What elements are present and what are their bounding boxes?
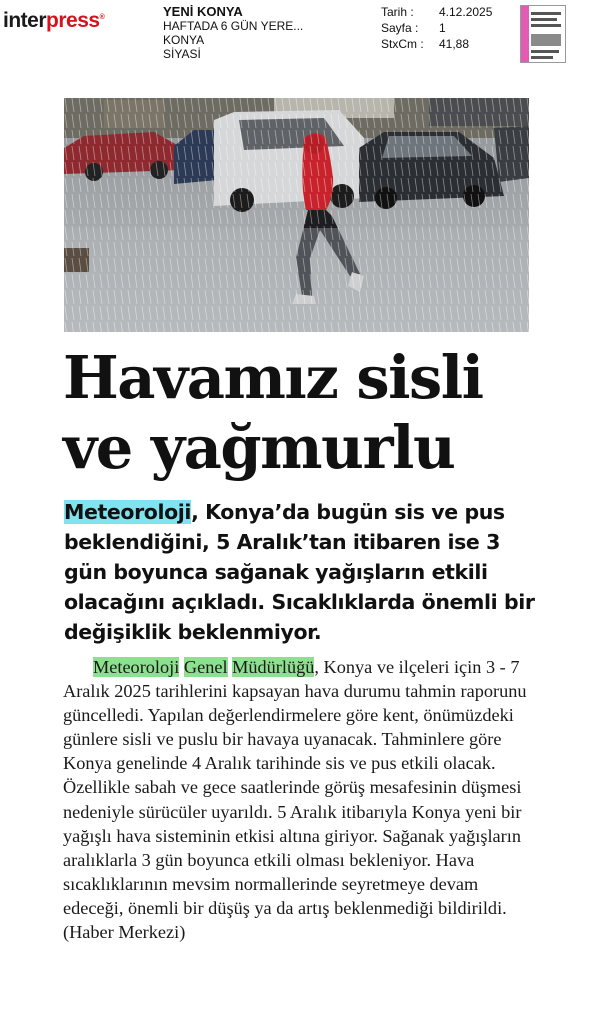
body-highlight: Müdürlüğü (232, 657, 315, 677)
registered-mark: ® (99, 14, 105, 21)
interpress-logo (3, 9, 104, 33)
logo-text-red: press (46, 9, 100, 32)
thumbnail-picture (531, 34, 561, 46)
date-value: 4.12.2025 (439, 5, 493, 19)
thumbnail-line (531, 50, 559, 53)
body-highlight: Genel (183, 657, 228, 677)
lead-highlight: Meteoroloji (64, 500, 192, 524)
clipping-meta (381, 4, 492, 52)
logo-text-dark: inter (3, 9, 47, 32)
city-label: KONYA (163, 33, 205, 47)
page-value: 1 (439, 21, 446, 35)
page-label: Sayfa : (381, 21, 419, 35)
date-row (381, 4, 492, 20)
lead-text: , Konya’da bugün sis ve pus beklendiğini, 5 Aralık’tan itibaren ise 3 gün boyunca sağanak yağışların etkili olacağını açıkladı. Sıcaklıklarda önemli bir değişiklik beklenmiyor. (64, 500, 535, 644)
thumbnail-line (531, 12, 561, 15)
article-title-short: HAFTADA 6 GÜN YERE... (163, 19, 304, 33)
publication-info (163, 5, 303, 61)
article-body (63, 655, 538, 944)
date-label: Tarih : (381, 5, 414, 19)
body-paragraph (63, 655, 538, 944)
headline: Havamız sisli ve yağmurlu (63, 343, 483, 482)
clipping-header (0, 0, 590, 70)
stxcm-label: StxCm : (381, 37, 424, 51)
rain-photo (64, 98, 529, 332)
page-row (381, 20, 492, 36)
publication-name: YENİ KONYA (163, 4, 243, 19)
thumbnail-line (531, 24, 561, 27)
thumbnail-line (531, 18, 557, 21)
stxcm-row (381, 36, 492, 52)
thumbnail-color-band (521, 6, 529, 62)
page-thumbnail[interactable] (520, 5, 566, 63)
body-highlight: Meteoroloji (93, 657, 180, 677)
lead-paragraph (64, 497, 544, 647)
thumbnail-line (531, 56, 553, 59)
section-label: SİYASİ (163, 47, 201, 61)
stxcm-value: 41,88 (439, 37, 470, 51)
body-text: , Konya ve ilçeleri için 3 - 7 Aralık 2025 tarihlerini kapsayan hava durumu tahmin raporunu güncelledi. Yapılan değerlendirmelere göre kent, önümüzdeki günlere sisli ve puslu bir havaya uyanacak. Tahminlere göre Konya genelinde 4 Aralık tarihinde sis ve pus etkili olacak. Özellikle sabah ve gece saatlerinde görüş mesafesinin düşmesi nedeniyle sürücüler uyarıldı. 5 Aralık itibarıyla Konya yeni bir yağışlı hava sisteminin etkisi altına giriyor. Sağanak yağışların aralıklarla 3 gün boyunca etkili olması bekleniyor. Hava sıcaklıklarının mevsim normallerinde seyretmeye devam edeceği, önemli bir düşüş ya da artış beklenmediği bildirildi. (Haber Merkezi) (63, 657, 527, 943)
